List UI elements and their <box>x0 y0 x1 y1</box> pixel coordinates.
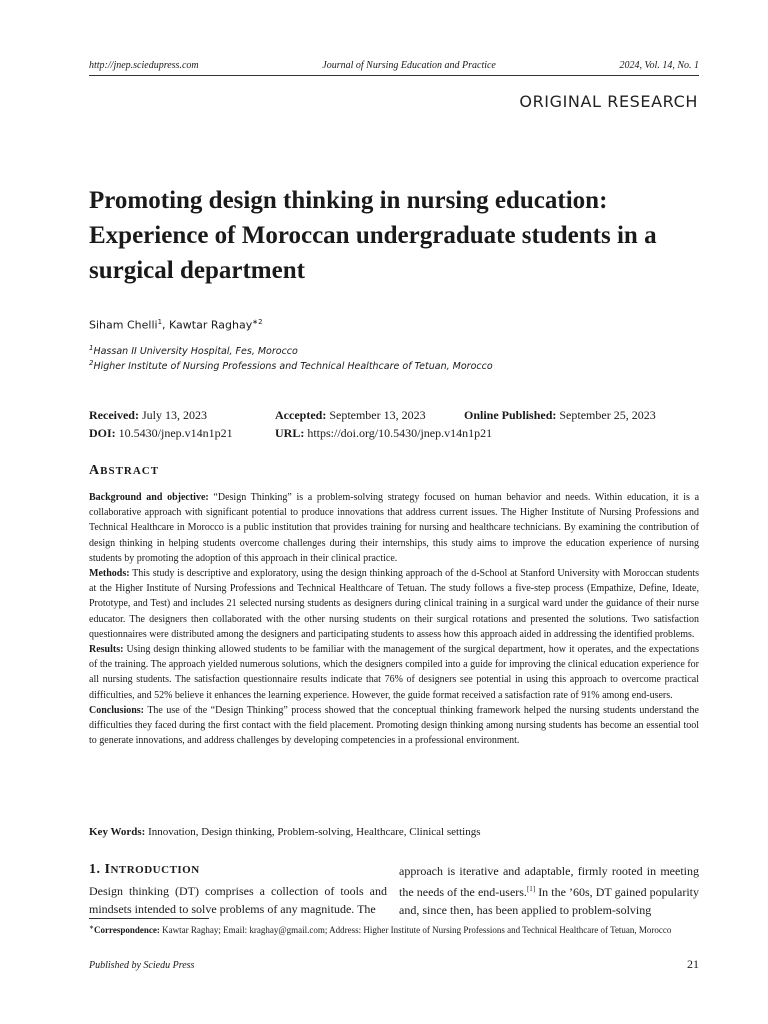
page-footer <box>89 957 699 972</box>
affiliation-text: Hassan II University Hospital, Fes, Morocco <box>93 346 298 358</box>
abstract-results: Results: Using design thinking allowed students to be familiar with the management of the surgical department, how it operates, and the expectations of the training. The approach yielded numerous solutions, which the designers compiled into a guide for improving the clinical education experience for all nursing students. The satisfaction questionnaire results indicate that 76% of designers see potential in using this approach to overcome practical difficulties, and 52% believe it enhances the learning experience. However, the guide format received a satisfaction rate of 91% among end-users. <box>89 644 700 701</box>
author-affiliation-mark: ∗2 <box>252 318 263 326</box>
affiliation <box>89 359 493 372</box>
author-name: Siham Chelli <box>89 318 158 332</box>
header-rule <box>89 75 699 76</box>
publication-dates <box>89 408 709 444</box>
doi[interactable]: DOI: 10.5430/jnep.v14n1p21 <box>89 426 233 440</box>
accepted-date: Accepted: September 13, 2023 <box>275 408 426 422</box>
author-affiliation-mark: 1 <box>157 318 163 326</box>
article-url[interactable]: URL: https://doi.org/10.5430/jnep.v14n1p21 <box>275 426 493 440</box>
article-type: ORIGINAL RESEARCH <box>519 92 698 111</box>
affiliation-mark: 2 <box>89 359 94 367</box>
abstract-conclusions: Conclusions: The use of the “Design Thinking” process showed that the conceptual thinking framework helped the nursing students understand the difficulties they faced during the first contact with the field placement. Promoting design thinking among nursing students has become an essential tool to generate innovations, and address challenges by developing competencies in a professional environment. <box>89 704 699 747</box>
intro-column-2: approach is iterative and adaptable, firmly rooted in meeting the needs of the end-users.[1] In the ’60s, DT gained popularity and, since then, has been applied to problem-solving <box>399 864 699 917</box>
affiliation-text: Higher Institute of Nursing Professions and Technical Healthcare of Tetuan, Morocco <box>93 361 493 373</box>
journal-url[interactable]: http://jnep.sciedupress.com <box>89 60 199 71</box>
author-name: Kawtar Raghay <box>169 318 253 332</box>
author-list <box>89 318 263 332</box>
affiliation-mark: 1 <box>89 344 94 352</box>
abstract-methods: Methods: This study is descriptive and exploratory, using the design thinking approach of the d-School at Stanford University with Moroccan students at the Higher Institute of Nursing Professions and Technical Healthcare of Tetuan. The study follows a five-step process (Empathize, Define, Ideate, Prototype, and Test) and includes 21 selected nursing students as designers during clinical training in a surgical ward under the guidance of their nurse educator. The designers then collaborated with the other nursing students on their surgical rotations and presented the solutions. Two satisfaction questionnaires were distributed among the designers and participating students to assess how this approach aided in addressing the identified problems. <box>89 568 699 640</box>
affiliation <box>89 344 298 357</box>
received-date: Received: July 13, 2023 <box>89 408 207 422</box>
published-date: Online Published: September 25, 2023 <box>464 408 656 422</box>
abstract-background: Background and objective: “Design Thinking” is a problem-solving strategy focused on human behavior and needs. Within education, it is a collaborative approach with significant potential to produce innovations that address current issues. The Higher Institute of Nursing Professions and Technical Healthcare in Morocco is a public institution that provides training for nursing and healthcare technicians. By examining the contribution of design thinking in helping students overcome challenges during their internships, this study aims to improve the education experience of nursing students by promoting the adoption of this approach in their clinical practice. <box>89 492 700 564</box>
abstract-heading: ABSTRACT <box>89 463 160 478</box>
page-number: 21 <box>687 957 699 971</box>
abstract-body <box>89 490 699 748</box>
journal-name: Journal of Nursing Education and Practice <box>322 60 496 71</box>
intro-column-1: Design thinking (DT) comprises a collection of tools and mindsets intended to solve problems of any magnitude. The <box>89 884 387 916</box>
publisher: Published by Sciedu Press <box>89 960 195 971</box>
article-title: Promoting design thinking in nursing education: Experience of Moroccan undergraduate students in a surgical department <box>89 187 657 284</box>
citation-ref[interactable]: [1] <box>526 885 536 893</box>
keywords: Key Words: Innovation, Design thinking, Problem-solving, Healthcare, Clinical settings <box>89 826 481 838</box>
volume-info: 2024, Vol. 14, No. 1 <box>619 60 699 71</box>
running-header <box>89 60 699 71</box>
author-separator: , <box>162 318 170 332</box>
footnote-rule <box>89 918 209 919</box>
correspondence-footnote: ∗Correspondence: Kawtar Raghay; Email: kraghay@gmail.com; Address: Higher Institute of Nursing Professions and Technical Healthcare of Tetuan, Morocco <box>89 925 672 935</box>
section-heading-introduction: 1. INTRODUCTION <box>89 862 200 877</box>
